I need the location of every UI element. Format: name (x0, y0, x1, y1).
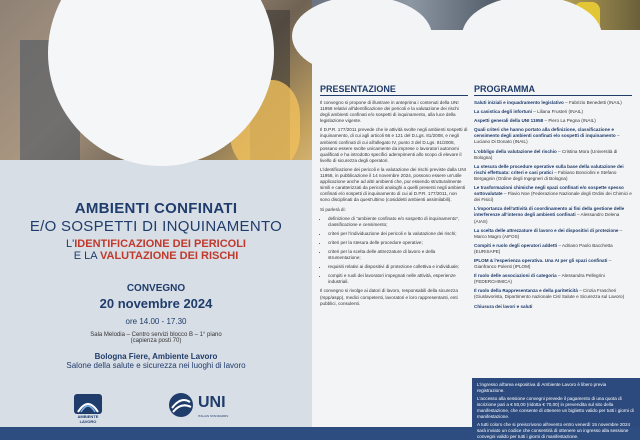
venue-line2: (capienza posti 70) (130, 338, 182, 344)
subtitle-line1: L'IDENTIFICAZIONE DEI PERICOLI (66, 238, 246, 250)
event-name: Bologna Fiere, Ambiente Lavoro (94, 352, 218, 361)
list-item: Le trasformazioni chimiche negli spazi confinati e/o sospette spesso sottovalutate – Flavio Noe (Federazione Nazionale degli Ordini dei Chimici e dei Fisici) (474, 185, 632, 203)
venue-line1: Sala Melodia – Centro servizi blocco B – 1° piano (90, 332, 222, 338)
left-panel (0, 0, 312, 427)
list-item: L'importanza dell'attività di coordinamento ai fini della gestione delle interferenze all'interno degli ambienti confinati – Alessandro Delena (AIAS) (474, 206, 625, 224)
list-item: IPLOM & l'esperienza operativa. Una AI per gli spazi confinati – Gianfranco Polenti (IPLOM) (474, 257, 612, 270)
programma-heading: PROGRAMMA (474, 84, 535, 94)
event-time: ore 14.00 - 17.30 (125, 317, 187, 326)
registration-box: L'ingresso all'area espositiva di Ambiente Lavoro è libero previa registrazione. L'accesso alla sessione convegni prevede il pagamento di una quota di iscrizione pari a € 50,00 (ridotta € 70,00) in prevendita sul sito della manifestazione, che consente di ottenere un biglietto valido per tutti i giorni di manifestazione. A tutti coloro che si preiscrivono all'evento entro venerdì 15 novembre 2024 sarà inviato un codice che consentirà di ottenere un ingresso alla sessione convegni valido per tutti i giorni di manifestazione. (472, 378, 640, 427)
event-info (0, 283, 312, 370)
right-panel (312, 0, 640, 439)
title-line2: E/O SOSPETTI DI INQUINAMENTO (29, 218, 283, 235)
list-item: Il ruolo delle associazioni di categoria – Alessandra Pellegrini (FEDERCHIMICA) (474, 273, 605, 285)
list-item: Il ruolo della Rappresentanza e della pariteticità – Cinzia Frascheri (Giuslavorista, Dipartimento nazionale Cisl Salute e Sicurezza sul Lavoro) (474, 288, 625, 300)
list-item: La scelta delle attrezzature di lavoro e dei dispositivi di protezione – Marco Magro (AIFOS) (474, 227, 623, 239)
list-item: Compiti e ruolo degli operatori addetti – Adriano Paolo Bacchetta (EURISAPE) (474, 242, 613, 254)
subtitle-line2: E LA VALUTAZIONE DEI RISCHI (73, 250, 239, 262)
convegno-label: CONVEGNO (126, 283, 186, 294)
list-item: • requisiti relativi ai dispositivi di protezione collettiva e individuale; (328, 264, 468, 270)
programma-list (474, 100, 632, 313)
ambiente-lavoro-logo-icon (70, 390, 106, 414)
list-item: L'obbligo della valutazione del rischio – Cristina Mora (Università di Bologna) (474, 148, 618, 160)
list-item: La stesura delle procedure operative sulla base della valutazione dei rischi effettuata: criteri e casi pratici – Fabiano Bonciolini e Stefano Bergagnin (Ordine degli Ingegneri di Bologna) (474, 163, 624, 181)
headline (0, 200, 312, 262)
title-line1: AMBIENTI CONFINATI (74, 200, 238, 217)
list-item: Chiusura dei lavori e saluti (474, 303, 533, 309)
list-item: • definizione di “ambiente confinato e/o sospetto di inquinamento”, classificazione e censimento; (328, 216, 468, 228)
list-item: • criteri per l'individuazione dei pericoli e la valutazione dei rischi; (328, 231, 468, 237)
event-date: 20 novembre 2024 (99, 296, 213, 311)
ambiente-lavoro-logo: AMBIENTE LAVORO (70, 390, 106, 420)
list-item: • compiti e ruoli dei lavoratori impegnati nelle attività, esperienze industriali. (328, 273, 468, 285)
list-item: Quali criteri che hanno portato alla definizione, classificazione e censimento degli ambienti confinati e/o sospetti di inquinamento – Luciano Di Donato (INAIL) (474, 127, 620, 145)
presentazione-text: Il convegno si propone di illustrare in anteprima i contenuti della UNI 11958 relativi all'identificazione dei pericoli e la valutazione dei rischi degli ambienti confinati e/o sospetti di inquinamento, alla luce della legislazione vigente. Il D.P.R. 177/2011 prevede che le attività svolte negli ambienti sospetti di inquinamento, di cui agli articoli 66 e 121 del D.Lgs. 81/2008, e negli ambienti confinati di cui all'allegato IV, punto 3 del D.Lgs. 81/2008, possano essere svolte unicamente da imprese o lavoratori autonomi qualificati e ha introdotto specifici adempimenti allo scopo di elevare il livello di sicurezza degli operatori. L'identificazione dei pericoli e la valutazione dei rischi previste dalla UNI 11958, in pubblicazione il 14 novembre 2024, possono essere un'utile applicazione anche ad altri ambienti che, pur essendo strutturalmente simili e caratterizzati da pericoli analoghi a quelli presenti negli ambienti confinati e/o sospetti di inquinamento di cui al D.P.R. 177/2011, non sono disciplinati da quest'ultimo (cosiddetti ambienti assimilabili). Si parlerà di: • definizione di “ambiente confinato e/o sospetto di inquinamento”, classificazione e censimento; • criteri per l'individuazione dei pericoli e la valutazione dei rischi; • criteri per la stesura delle procedure operative; • criteri per la scelta delle attrezzature di lavoro e della strumentazione; • requisiti relativi ai dispositivi di protezione collettiva e individuale; • compiti e ruoli dei lavoratori impegnati nelle attività, esperienze industriali. Il convegno si rivolge ai datori di lavoro, responsabili della sicurezza (rspp/aspp), medici competenti, lavoratori e loro rappresentanti, enti pubblici, consulenti. (320, 100, 468, 310)
list-item: Saluti iniziali e inquadramento legislativo – Fabrizio Benedetti (INAIL) (474, 100, 622, 105)
list-item: • criteri per la scelta delle attrezzature di lavoro e della strumentazione; (328, 249, 468, 261)
presentazione-divider (320, 95, 468, 96)
list-item: Aspetti generali della UNI 11958 – Piero La Pegna (INAIL) (474, 118, 596, 124)
uni-logo: UNI ITALIAN STANDARDS (168, 392, 258, 422)
list-item: • criteri per la stesura delle procedure operative; (328, 240, 468, 246)
programma-divider (474, 95, 632, 96)
presentazione-heading: PRESENTAZIONE (320, 84, 396, 94)
event-subtitle: Salone della salute e sicurezza nei luoghi di lavoro (66, 361, 246, 370)
topics-list (320, 216, 468, 286)
list-item: La casistica degli infortuni – Liliana Frusteri (INAIL) (474, 109, 584, 115)
uni-globe-icon (168, 392, 194, 418)
